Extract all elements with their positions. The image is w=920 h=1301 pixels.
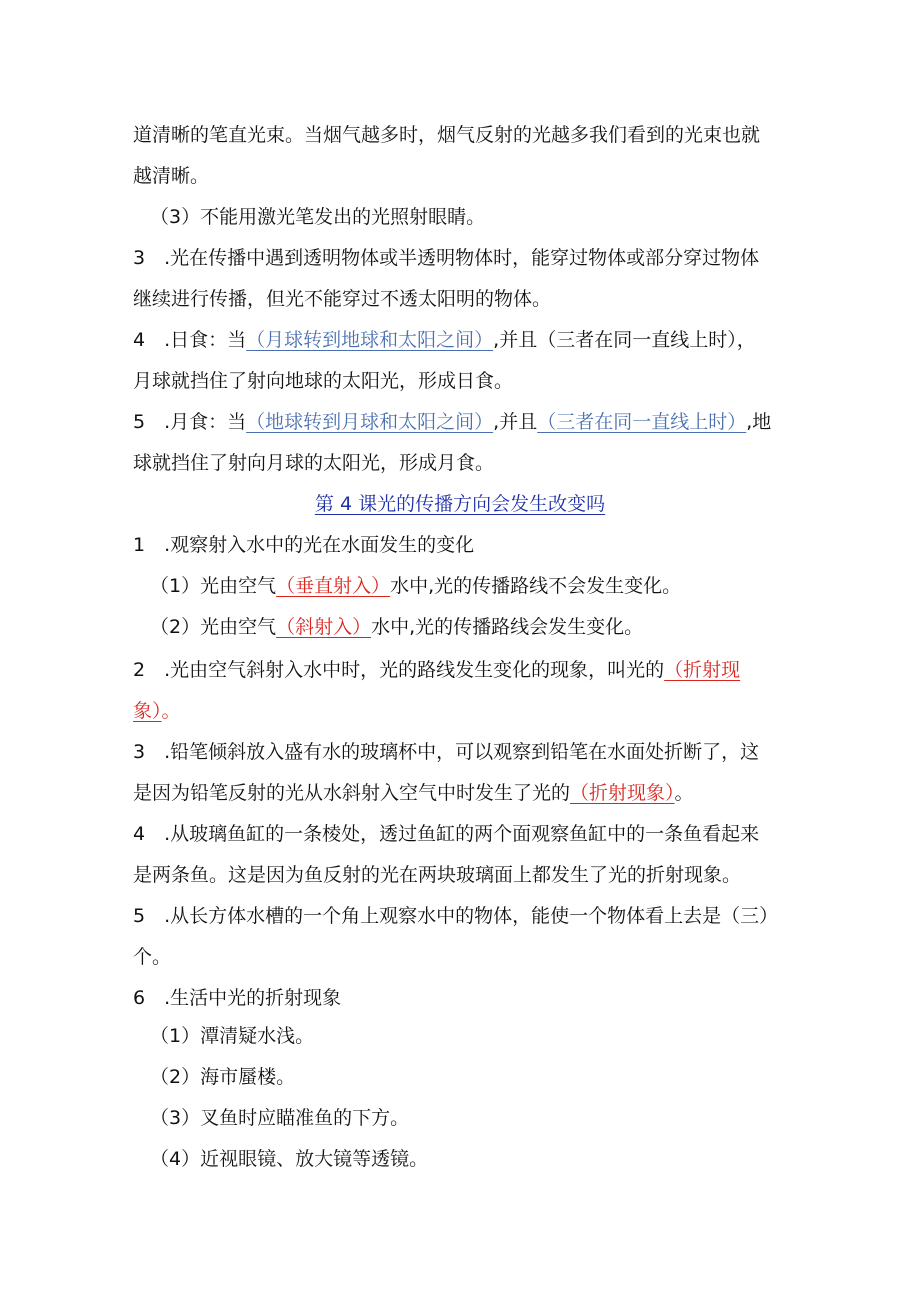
lesson4-item-6-sub-3: （3）叉鱼时应瞄准鱼的下方。 xyxy=(150,1107,410,1129)
answer-lunar-eclipse-position: （地球转到月球和太阳之间） xyxy=(246,411,494,433)
item-3-line-2: 继续进行传播，但光不能穿过不透太阳明的物体。 xyxy=(133,288,552,310)
answer-refraction-pencil: （折射现象） xyxy=(570,782,675,804)
answer-solar-eclipse-position: （月球转到地球和太阳之间） xyxy=(246,329,494,351)
lesson4-item-4-line-1: 4 .从玻璃鱼缸的一条棱处，透过鱼缸的两个面观察鱼缸中的一条鱼看起来 xyxy=(133,823,760,845)
lesson4-item-6-sub-4: （4）近视眼镜、放大镜等透镜。 xyxy=(150,1148,429,1170)
sub-text: （2）光由空气 xyxy=(150,616,277,638)
lesson4-item-6-sub-1: （1）潭清疑水浅。 xyxy=(150,1025,315,1047)
item-text: 是因为铅笔反射的光从水斜射入空气中时发生了光的 xyxy=(133,782,571,804)
sub-item-3: （3）不能用激光笔发出的光照射眼睛。 xyxy=(150,206,486,228)
lesson4-item-5-line-2: 个。 xyxy=(133,946,172,968)
lesson4-item-3-line-2 xyxy=(133,779,694,807)
lesson-title: 第 4 课光的传播方向会发生改变吗 xyxy=(314,493,606,515)
lesson4-item-3-line-1: 3 .铅笔倾斜放入盛有水的玻璃杯中，可以观察到铅笔在水面处折断了，这 xyxy=(133,741,760,763)
item-5-line-1 xyxy=(133,408,771,436)
lesson4-item-4-line-2: 是两条鱼。这是因为鱼反射的光在两块玻璃面上都发生了光的折射现象。 xyxy=(133,864,742,886)
sub-text: （1）光由空气 xyxy=(150,575,277,597)
item-5-text-a: 5 .月食：当 xyxy=(133,411,247,433)
answer-vertical-entry: （垂直射入） xyxy=(276,575,391,597)
lesson4-item-6: 6 .生活中光的折射现象 xyxy=(133,987,342,1009)
item-5-text-b: ,并且 xyxy=(493,411,538,433)
item-4-line-1 xyxy=(133,326,756,354)
lesson4-item-2-line-2 xyxy=(133,697,181,725)
lesson4-item-2-line-1 xyxy=(133,656,740,684)
answer-refraction-part-1: （折射现 xyxy=(664,659,741,681)
text-line: 道清晰的笔直光束。当烟气越多时，烟气反射的光越多我们看到的光束也就 xyxy=(133,124,761,146)
item-4-text-b: ,并且（三者在同一直线上时）， xyxy=(493,329,756,351)
answer-refraction-part-2: 象） xyxy=(133,700,162,722)
period: 。 xyxy=(674,782,694,804)
period: 。 xyxy=(161,700,181,722)
item-3-line-1: 3 .光在传播中遇到透明物体或半透明物体时，能穿过物体或部分穿过物体 xyxy=(133,247,760,269)
lesson4-item-1: 1 .观察射入水中的光在水面发生的变化 xyxy=(133,534,475,556)
answer-oblique-entry: （斜射入） xyxy=(276,616,372,638)
item-5-line-2: 球就挡住了射向月球的太阳光，形成月食。 xyxy=(133,452,495,474)
answer-lunar-eclipse-alignment: （三者在同一直线上时） xyxy=(537,411,747,433)
sub-text: 水中,光的传播路线不会发生变化。 xyxy=(390,575,682,597)
text-line: 越清晰。 xyxy=(133,165,210,187)
item-5-text-c: ,地 xyxy=(746,411,772,433)
lesson4-item-6-sub-2: （2）海市蜃楼。 xyxy=(150,1066,296,1088)
lesson4-item-1-sub-2 xyxy=(150,613,643,641)
sub-text: 水中,光的传播路线会发生变化。 xyxy=(371,616,644,638)
lesson4-item-1-sub-1 xyxy=(150,572,681,600)
item-4-line-2: 月球就挡住了射向地球的太阳光，形成日食。 xyxy=(133,370,514,392)
item-4-text-a: 4 .日食：当 xyxy=(133,329,247,351)
item-text: 2 .光由空气斜射入水中时，光的路线发生变化的现象，叫光的 xyxy=(133,659,665,681)
lesson4-item-5-line-1: 5 .从长方体水槽的一个角上观察水中的物体，能使一个物体看上去是（三） xyxy=(133,905,779,927)
